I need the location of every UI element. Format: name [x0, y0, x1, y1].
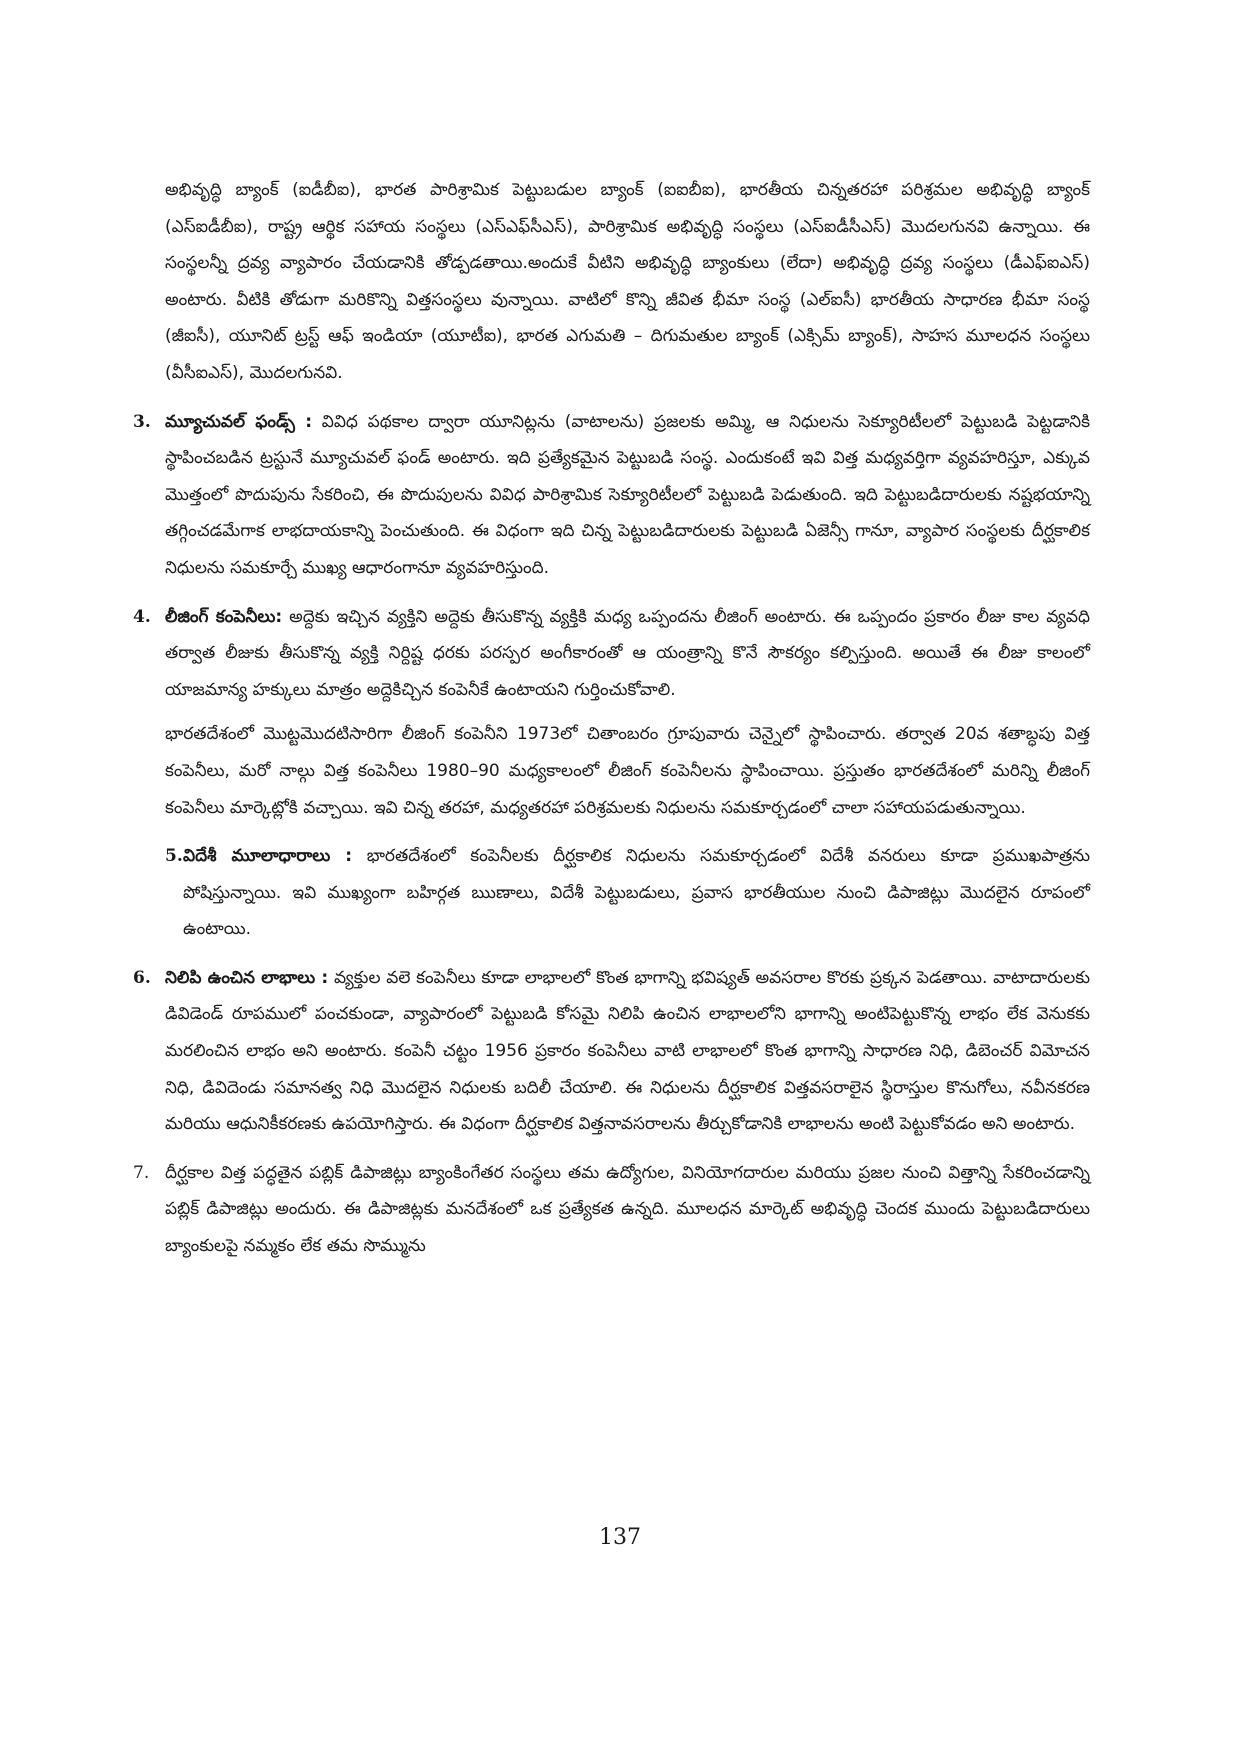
section-mutual-funds — [133, 404, 1090, 587]
section-heading: నిలిపి ఉంచిన లాభాలు : — [165, 967, 329, 988]
intro-paragraph: అభివృద్ధి బ్యాంక్ (ఐడీబీఐ), భారత పారిశ్రామిక పెట్టుబడుల బ్యాంక్ (ఐఐబీఐ), భారతీయ చిన్నతరహా పరిశ్రమల అభివృద్ధి బ్యాంక్ (ఎస్ఐడీబీఐ), రాష్ట్ర ఆర్థిక సహాయ సంస్థలు (ఎస్ఎఫ్‌సీఎస్), పారిశ్రామిక అభివృద్ధి సంస్థలు (ఎస్ఐడీసీఎస్) మొదలగునవి ఉన్నాయి. ఈ సంస్థలన్నీ ద్రవ్య వ్యాపారం చేయడానికి తోడ్పడతాయి.అందుకే వీటిని అభివృద్ధి బ్యాంకులు (లేదా) అభివృద్ధి ద్రవ్య సంస్థలు (డీఎఫ్ఐఎస్) అంటారు. వీటికి తోడుగా మరికొన్ని విత్తసంస్థలు వున్నాయి. వాటిలో కొన్ని జీవిత భీమా సంస్థ (ఎల్ఐసీ) భారతీయ సాధారణ భీమా సంస్థ (జీఐసీ), యూనిట్ ట్రస్ట్ ఆఫ్ ఇండియా (యూటీఐ), భారత ఎగుమతి – దిగుమతుల బ్యాంక్ (ఎక్సిమ్ బ్యాంక్), సాహస మూలధన సంస్థలు (వీసీఐఎస్), మొదలగునవి. — [165, 180, 1090, 383]
section-number: 4. — [133, 606, 151, 627]
section-public-deposits — [133, 1155, 1090, 1265]
section-number: 3. — [133, 411, 151, 432]
page-content — [133, 172, 1090, 1277]
section-heading: విదేశీ మూలాధారాలు : — [183, 846, 353, 867]
section-number: 7. — [133, 1162, 150, 1183]
section-body: దీర్ఘకాల విత్త పద్ధతైన పబ్లిక్ డిపాజిట్లు బ్యాంకింగేతర సంస్థలు తమ ఉద్యోగుల, వినియోగదారుల మరియు ప్రజల నుంచి విత్తాన్ని సేకరించడాన్ని పబ్లిక్ డిపాజిట్లు అందురు. ఈ డిపాజిట్లకు మనదేశంలో ఒక ప్రత్యేకత ఉన్నది. మూలధన మార్కెట్ అభివృద్ధి చెందక ముందు పెట్టుబడిదారులు బ్యాంకులపై నమ్మకం లేక తమ సొమ్మును — [165, 1162, 1090, 1257]
section-retained-profits — [133, 960, 1090, 1143]
section-leasing-companies — [133, 599, 1090, 827]
section-heading: లీజింగ్ కంపెనీలు: — [165, 606, 283, 627]
section-body: వివిధ పథకాల ద్వారా యూనిట్లను (వాటాలను) ప్రజలకు అమ్మి, ఆ నిధులను సెక్యూరిటీలలో పెట్టుబడి పెట్టడానికి స్థాపించబడిన ట్రస్టునే మ్యూచువల్ ఫండ్ అంటారు. ఇది ప్రత్యేకమైన పెట్టుబడి సంస్థ. ఎందుకంటే ఇవి విత్త మధ్యవర్తిగా వ్యవహరిస్తూ, ఎక్కువ మొత్తంలో పొదుపును సేకరించి, ఈ పొదుపులను వివిధ పారిశ్రామిక సెక్యూరిటీలలో పెట్టుబడి పెడుతుంది. ఇది పెట్టుబడిదారులకు నష్టభయాన్ని తగ్గించడమేగాక లాభదాయకాన్ని పెంచుతుంది. ఈ విధంగా ఇది చిన్న పెట్టుబడిదారులకు పెట్టుబడి ఏజెన్సీ గానూ, వ్యాపార సంస్థలకు దీర్ఘకాలిక నిధులను సమకూర్చే ముఖ్య ఆధారంగానూ వ్యవహరిస్తుంది. — [165, 411, 1090, 578]
section-foreign-sources — [165, 838, 1090, 948]
section-heading: మ్యూచువల్ ఫండ్స్ : — [165, 411, 312, 432]
section-number: 6. — [133, 967, 151, 988]
section-body: భారతదేశంలో కంపెనీలకు దీర్ఘకాలిక నిధులను సమకూర్చడంలో విదేశీ వనరులు కూడా ప్రముఖపాత్రను పోషిస్తున్నాయి. ఇవి ముఖ్యంగా బహిర్గత ఋణాలు, విదేశీ పెట్టుబడులు, ప్రవాస భారతీయుల నుంచి డిపాజిట్లు మొదలైన రూపంలో ఉంటాయి. — [183, 846, 1090, 940]
section-extra-paragraph: భారతదేశంలో మొట్టమొదటిసారిగా లీజింగ్ కంపెనీని 1973లో చితాంబరం గ్రూపువారు చెన్నైలో స్థాపించారు. తర్వాత 20వ శతాబ్ధపు విత్త కంపెనీలు, మరో నాల్గు విత్త కంపెనీలు 1980–90 మధ్యకాలంలో లీజింగ్ కంపెనీలను స్థాపించాయి. ప్రస్తుతం భారతదేశంలో మరిన్ని లీజింగ్ కంపెనీలు మార్కెట్లోకి వచ్చాయి. ఇవి చిన్న తరహా, మధ్యతరహా పరిశ్రమలకు నిధులను సమకూర్చడంలో చాలా సహాయపడుతున్నాయి. — [165, 724, 1090, 818]
page-number: 137 — [599, 1525, 641, 1550]
section-number: 5. — [165, 846, 183, 867]
section-body: అద్దెకు ఇచ్చిన వ్యక్తిని అద్దెకు తీసుకొన్న వ్యక్తికి మధ్య ఒప్పందను లీజింగ్ అంటారు. ఈ ఒప్పందం ప్రకారం లీజు కాల వ్యవధి తర్వాత లీజుకు తీసుకొన్న వ్యక్తి నిర్దిష్ట ధరకు పరస్పర అంగీకారంతో ఆ యంత్రాన్ని కొనే సౌకర్యం కల్పిస్తుంది. అయితే ఈ లీజు కాలంలో యాజమాన్య హక్కులు మాత్రం అద్దెకిచ్చిన కంపెనీకే ఉంటాయని గుర్తించుకోవాలి. — [165, 606, 1090, 700]
section-body: వ్యక్తుల వలె కంపెనీలు కూడా లాభాలలో కొంత భాగాన్ని భవిష్యత్ అవసరాల కొరకు ప్రక్కన పెడతాయి. వాటాదారులకు డివిడెండ్ రూపములో పంచకుండా, వ్యాపారంలో పెట్టుబడి కోసమై నిలిపి ఉంచిన లాభాలలోని భాగాన్ని అంటిపెట్టుకొన్న లాభం లేక వెనుకకు మరలించిన లాభం అని అంటారు. కంపెనీ చట్టం 1956 ప్రకారం కంపెనీలు వాటి లాభాలలో కొంత భాగాన్ని సాధారణ నిధి, డిబెంచర్ విమోచన నిధి, డివిదెండు సమానత్వ నిధి మొదలైన నిధులకు బదిలీ చేయాలి. ఈ నిధులను దీర్ఘకాలిక విత్తవసరాలైన స్థిరాస్తుల కొనుగోలు, నవీనకరణ మరియు ఆధునికీకరణకు ఉపయోగిస్తారు. ఈ విధంగా దీర్ఘకాలిక విత్తనావసరాలను తీర్చుకోడానికి లాభాలను అంటి పెట్టుకోవడం అని అంటారు. — [165, 967, 1090, 1135]
